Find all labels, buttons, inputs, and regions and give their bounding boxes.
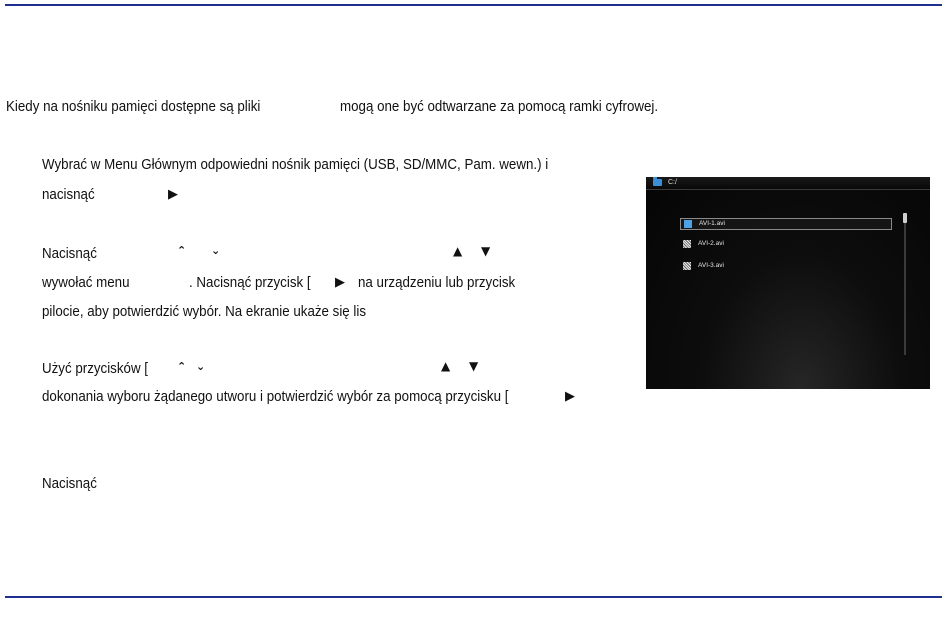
- video-file-icon: [684, 220, 692, 228]
- file-name: AVI-2.avi: [698, 240, 724, 247]
- file-item: [680, 239, 890, 249]
- file-name: AVI-3.avi: [698, 262, 724, 269]
- file-item: [680, 261, 890, 271]
- step2-line1: Nacisnąć: [42, 246, 97, 262]
- play-icon: ▶: [565, 389, 575, 404]
- video-file-icon: [683, 262, 691, 270]
- device-path: C:/: [668, 179, 677, 186]
- scrollbar-thumb: [903, 213, 907, 223]
- step4-line1: Nacisnąć: [42, 476, 97, 492]
- down-chevron-icon: ⌄: [211, 244, 221, 257]
- step2-line2a: wywołać menu: [42, 275, 130, 291]
- file-item-selected: [680, 218, 892, 230]
- file-name: AVI-1.avi: [699, 220, 725, 227]
- down-triangle-icon: ▼: [481, 244, 491, 258]
- device-file-browser-screenshot: [646, 177, 930, 389]
- step1-line1: Wybrać w Menu Głównym odpowiedni nośnik pamięci (USB, SD/MMC, Pam. wewn.) i: [42, 157, 549, 173]
- step3-line1: Użyć przycisków [: [42, 361, 149, 377]
- play-icon: ▶: [335, 275, 345, 290]
- play-icon: ▶: [168, 187, 178, 202]
- top-rule: [5, 4, 942, 6]
- step3-line2: dokonania wyboru żądanego utworu i potwierdzić wybór za pomocą przycisku [: [42, 389, 509, 405]
- step2-line2c: na urządzeniu lub przycisk: [358, 275, 516, 291]
- video-file-icon: [683, 240, 691, 248]
- up-triangle-icon: ▲: [453, 244, 463, 258]
- intro-text-part1: Kiedy na nośniku pamięci dostępne są pliki: [6, 99, 261, 115]
- up-triangle-icon: ▲: [441, 359, 451, 373]
- step2-line3: pilocie, aby potwierdzić wybór. Na ekranie ukaże się lis: [42, 304, 367, 320]
- bottom-rule: [5, 596, 942, 598]
- scrollbar-track: [904, 213, 906, 355]
- step2-line2b: . Nacisnąć przycisk [: [189, 275, 311, 291]
- down-triangle-icon: ▼: [469, 359, 479, 373]
- up-chevron-icon: ⌃: [177, 244, 187, 257]
- down-chevron-icon: ⌄: [196, 360, 206, 373]
- up-chevron-icon: ⌃: [177, 360, 187, 373]
- device-path-bar: [646, 177, 930, 190]
- intro-text-part2: mogą one być odtwarzane za pomocą ramki cyfrowej.: [340, 99, 659, 115]
- step1-line2: nacisnąć: [42, 187, 95, 203]
- folder-icon: [653, 179, 662, 186]
